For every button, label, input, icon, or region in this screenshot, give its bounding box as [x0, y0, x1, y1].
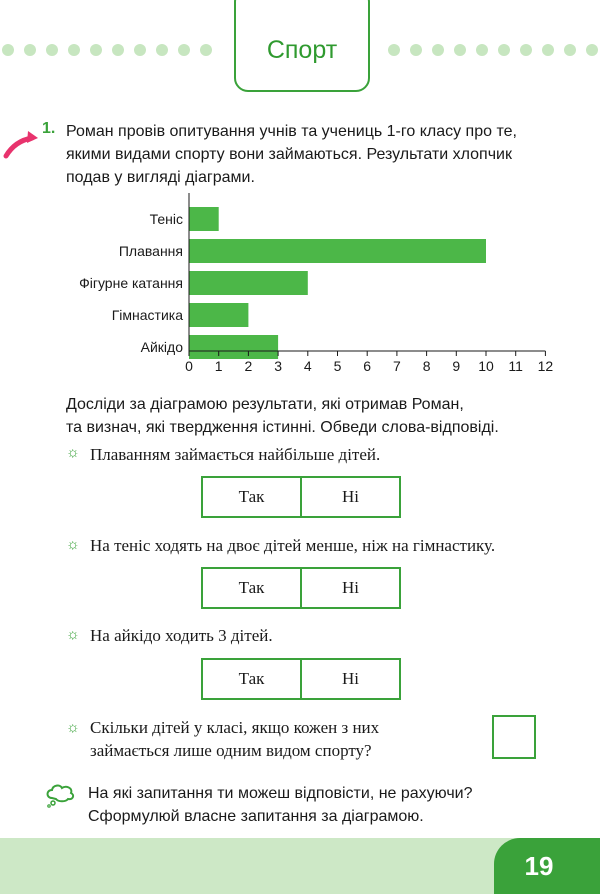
bar	[189, 271, 308, 295]
no-option[interactable]: Ні	[300, 569, 399, 607]
tick-label: 11	[508, 358, 523, 374]
task-number: 1.	[42, 120, 56, 137]
tick-label: 1	[214, 358, 223, 374]
statement-text: На айкідо ходить 3 дітей.	[90, 626, 273, 645]
tick-label: 3	[274, 358, 282, 374]
tick-label: 12	[537, 358, 554, 374]
answer-input-box[interactable]	[492, 715, 536, 759]
bar	[189, 239, 486, 263]
intro-line: подав у вигляді діаграми.	[66, 169, 255, 186]
bar	[189, 207, 219, 231]
answer-box	[201, 476, 401, 518]
yes-option[interactable]: Так	[238, 669, 265, 688]
no-option[interactable]: Ні	[300, 478, 399, 516]
sun-bullet-icon: ☼	[66, 444, 80, 461]
sun-bullet-icon: ☼	[66, 719, 80, 736]
tick-label: 0	[185, 358, 193, 374]
statement-text: Плаванням займається найбільше дітей.	[90, 445, 381, 464]
sun-bullet-icon: ☼	[66, 626, 80, 643]
tick-label: 9	[452, 358, 461, 374]
question-line: Скільки дітей у класі, якщо кожен з них	[90, 718, 380, 737]
answer-box	[201, 567, 401, 609]
tick-label: 4	[303, 358, 312, 374]
sun-bullet-icon: ☼	[66, 536, 80, 553]
intro-line: якими видами спорту вони займаються. Результати хлопчик	[66, 146, 512, 163]
statement-text: На теніс ходять на двоє дітей менше, ніж на гімнастику.	[90, 536, 496, 555]
page-number: 19	[524, 850, 554, 881]
yes-option[interactable]: Так	[238, 487, 265, 506]
tick-label: 8	[422, 358, 431, 374]
sports-bar-chart	[0, 190, 600, 385]
instructions	[66, 393, 566, 439]
category-label: Айкідо	[140, 339, 183, 355]
category-label: Теніс	[149, 211, 183, 227]
no-option[interactable]: Ні	[300, 660, 399, 698]
reflection-prompt	[88, 782, 558, 828]
bar	[189, 335, 278, 359]
bar	[189, 303, 248, 327]
instruction-line: Досліди за діаграмою результати, які отримав Роман,	[66, 396, 464, 413]
instruction-line: та визнач, які твердження істинні. Обведи слова-відповіді.	[66, 419, 499, 436]
tick-label: 6	[363, 358, 372, 374]
thought-cloud-icon	[44, 782, 76, 808]
intro-line: Роман провів опитування учнів та учениць 1-го класу про те,	[66, 123, 517, 140]
question-text	[90, 716, 379, 762]
question-line: займається лише одним видом спорту?	[90, 741, 372, 760]
pink-arrow-icon	[2, 128, 40, 160]
yes-option[interactable]: Так	[238, 578, 265, 597]
prompt-line: Сформулюй власне запитання за діаграмою.	[88, 808, 424, 825]
category-label: Гімнастика	[111, 307, 183, 323]
answer-box	[201, 658, 401, 700]
tick-label: 2	[244, 358, 253, 374]
tick-label: 7	[393, 358, 401, 374]
category-label: Фігурне катання	[79, 275, 183, 291]
section-title-tab	[234, 0, 370, 92]
tick-label: 10	[478, 358, 494, 374]
category-label: Плавання	[118, 243, 183, 259]
task-intro	[66, 120, 566, 189]
prompt-line: На які запитання ти можеш відповісти, не рахуючи?	[88, 785, 473, 802]
section-title: Спорт	[266, 36, 338, 64]
tick-label: 5	[333, 358, 342, 374]
